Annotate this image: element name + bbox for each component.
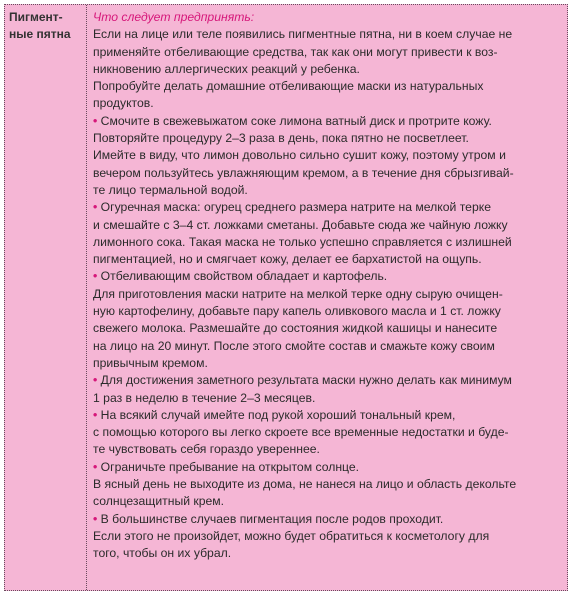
line-text: продуктов.	[93, 96, 154, 111]
line-text: В большинстве случаев пигментация после родов проходит.	[100, 511, 444, 526]
text-line	[93, 165, 563, 182]
line-text: Если этого не произойдет, можно будет обратиться к косметологу для	[93, 528, 490, 543]
text-line	[93, 147, 563, 164]
line-text: Повторяйте процедуру 2–3 раза в день, пока пятно не посветлеет.	[93, 131, 469, 146]
bullet-marker: •	[93, 200, 98, 215]
bullet-line	[93, 199, 563, 216]
text-line	[93, 390, 563, 407]
line-text: и смешайте с 3–4 ст. ложками сметаны. Добавьте сюда же чайную ложку	[93, 217, 508, 232]
text-line	[93, 234, 563, 251]
line-text: те лицо термальной водой.	[93, 182, 248, 197]
text-line	[93, 286, 563, 303]
bullet-marker: •	[93, 511, 98, 526]
line-text: Огуречная маска: огурец среднего размера натрите на мелкой терке	[100, 200, 491, 215]
bullet-marker: •	[93, 459, 98, 474]
bullet-line	[93, 268, 563, 285]
advice-text	[93, 26, 563, 562]
text-line	[93, 182, 563, 199]
bullet-line	[93, 407, 563, 424]
line-text: Смочите в свежевыжатом соке лимона ватный диск и протрите кожу.	[100, 113, 492, 128]
text-line	[93, 78, 563, 95]
text-line	[93, 44, 563, 61]
bullet-marker: •	[93, 373, 98, 388]
line-text: лимонного сока. Такая маска не только успешно справляется с излишней	[93, 234, 512, 249]
text-line	[93, 130, 563, 147]
row-label: Пигмент- ные пятна	[9, 10, 71, 41]
line-text: привычным кремом.	[93, 355, 208, 370]
bullet-line	[93, 511, 563, 528]
line-text: на лицо на 20 минут. После этого смойте состав и смажьте кожу своим	[93, 338, 495, 353]
text-line	[93, 493, 563, 510]
line-text: вечером пользуйтесь увлажняющим кремом, а в течение дня сбрызгивай-	[93, 165, 514, 180]
text-line	[93, 217, 563, 234]
text-line	[93, 320, 563, 337]
bullet-marker: •	[93, 407, 98, 422]
line-text: На всякий случай имейте под рукой хороший тональный крем,	[100, 407, 456, 422]
text-line	[93, 251, 563, 268]
text-line	[93, 303, 563, 320]
text-line	[93, 424, 563, 441]
line-text: Имейте в виду, что лимон довольно сильно сушит кожу, поэтому утром и	[93, 148, 506, 163]
line-text: солнцезащитный крем.	[93, 494, 225, 509]
bullet-marker: •	[93, 269, 98, 284]
line-text: Для приготовления маски натрите на мелкой терке одну сырую очищен-	[93, 286, 503, 301]
text-line	[93, 61, 563, 78]
section-heading: Что следует предпринять:	[93, 10, 255, 24]
text-line	[93, 26, 563, 43]
line-text: Для достижения заметного результата маски нужно делать как минимум	[100, 373, 512, 388]
line-text: того, чтобы он их убрал.	[93, 546, 232, 561]
bullet-line	[93, 459, 563, 476]
line-text: те чувствовать себя гораздо увереннее.	[93, 442, 320, 457]
line-text: ную картофелину, добавьте пару капель оливкового масла и 1 ст. ложку	[93, 304, 501, 319]
line-text: Если на лице или теле появились пигментные пятна, ни в коем случае не	[93, 27, 513, 42]
line-text: никновению аллергических реакций у ребенка.	[93, 61, 360, 76]
line-text: Попробуйте делать домашние отбеливающие маски из натуральных	[93, 79, 484, 94]
line-text: В ясный день не выходите из дома, не нанеся на лицо и область декольте	[93, 477, 517, 492]
text-line	[93, 545, 563, 562]
line-text: применяйте отбеливающие средства, так как они могут привести к воз-	[93, 44, 498, 59]
line-text: 1 раз в неделю в течение 2–3 месяцев.	[93, 390, 316, 405]
line-text: Отбеливающим свойством обладает и картофель.	[100, 269, 388, 284]
content-cell	[87, 5, 567, 590]
text-line	[93, 355, 563, 372]
text-line	[93, 338, 563, 355]
bullet-line	[93, 113, 563, 130]
bullet-line	[93, 372, 563, 389]
line-text: с помощью которого вы легко скроете все временные недостатки и буде-	[93, 425, 509, 440]
line-text: свежего молока. Размешайте до состояния жидкой кашицы и нанесите	[93, 321, 498, 336]
label-cell	[5, 5, 87, 590]
advice-table	[4, 4, 568, 591]
text-line	[93, 528, 563, 545]
text-line	[93, 476, 563, 493]
line-text: пигментацией, но и смягчает кожу, делает ее бархатистой на ощупь.	[93, 252, 482, 267]
bullet-marker: •	[93, 113, 98, 128]
line-text: Ограничьте пребывание на открытом солнце.	[100, 459, 360, 474]
text-line	[93, 441, 563, 458]
text-line	[93, 95, 563, 112]
